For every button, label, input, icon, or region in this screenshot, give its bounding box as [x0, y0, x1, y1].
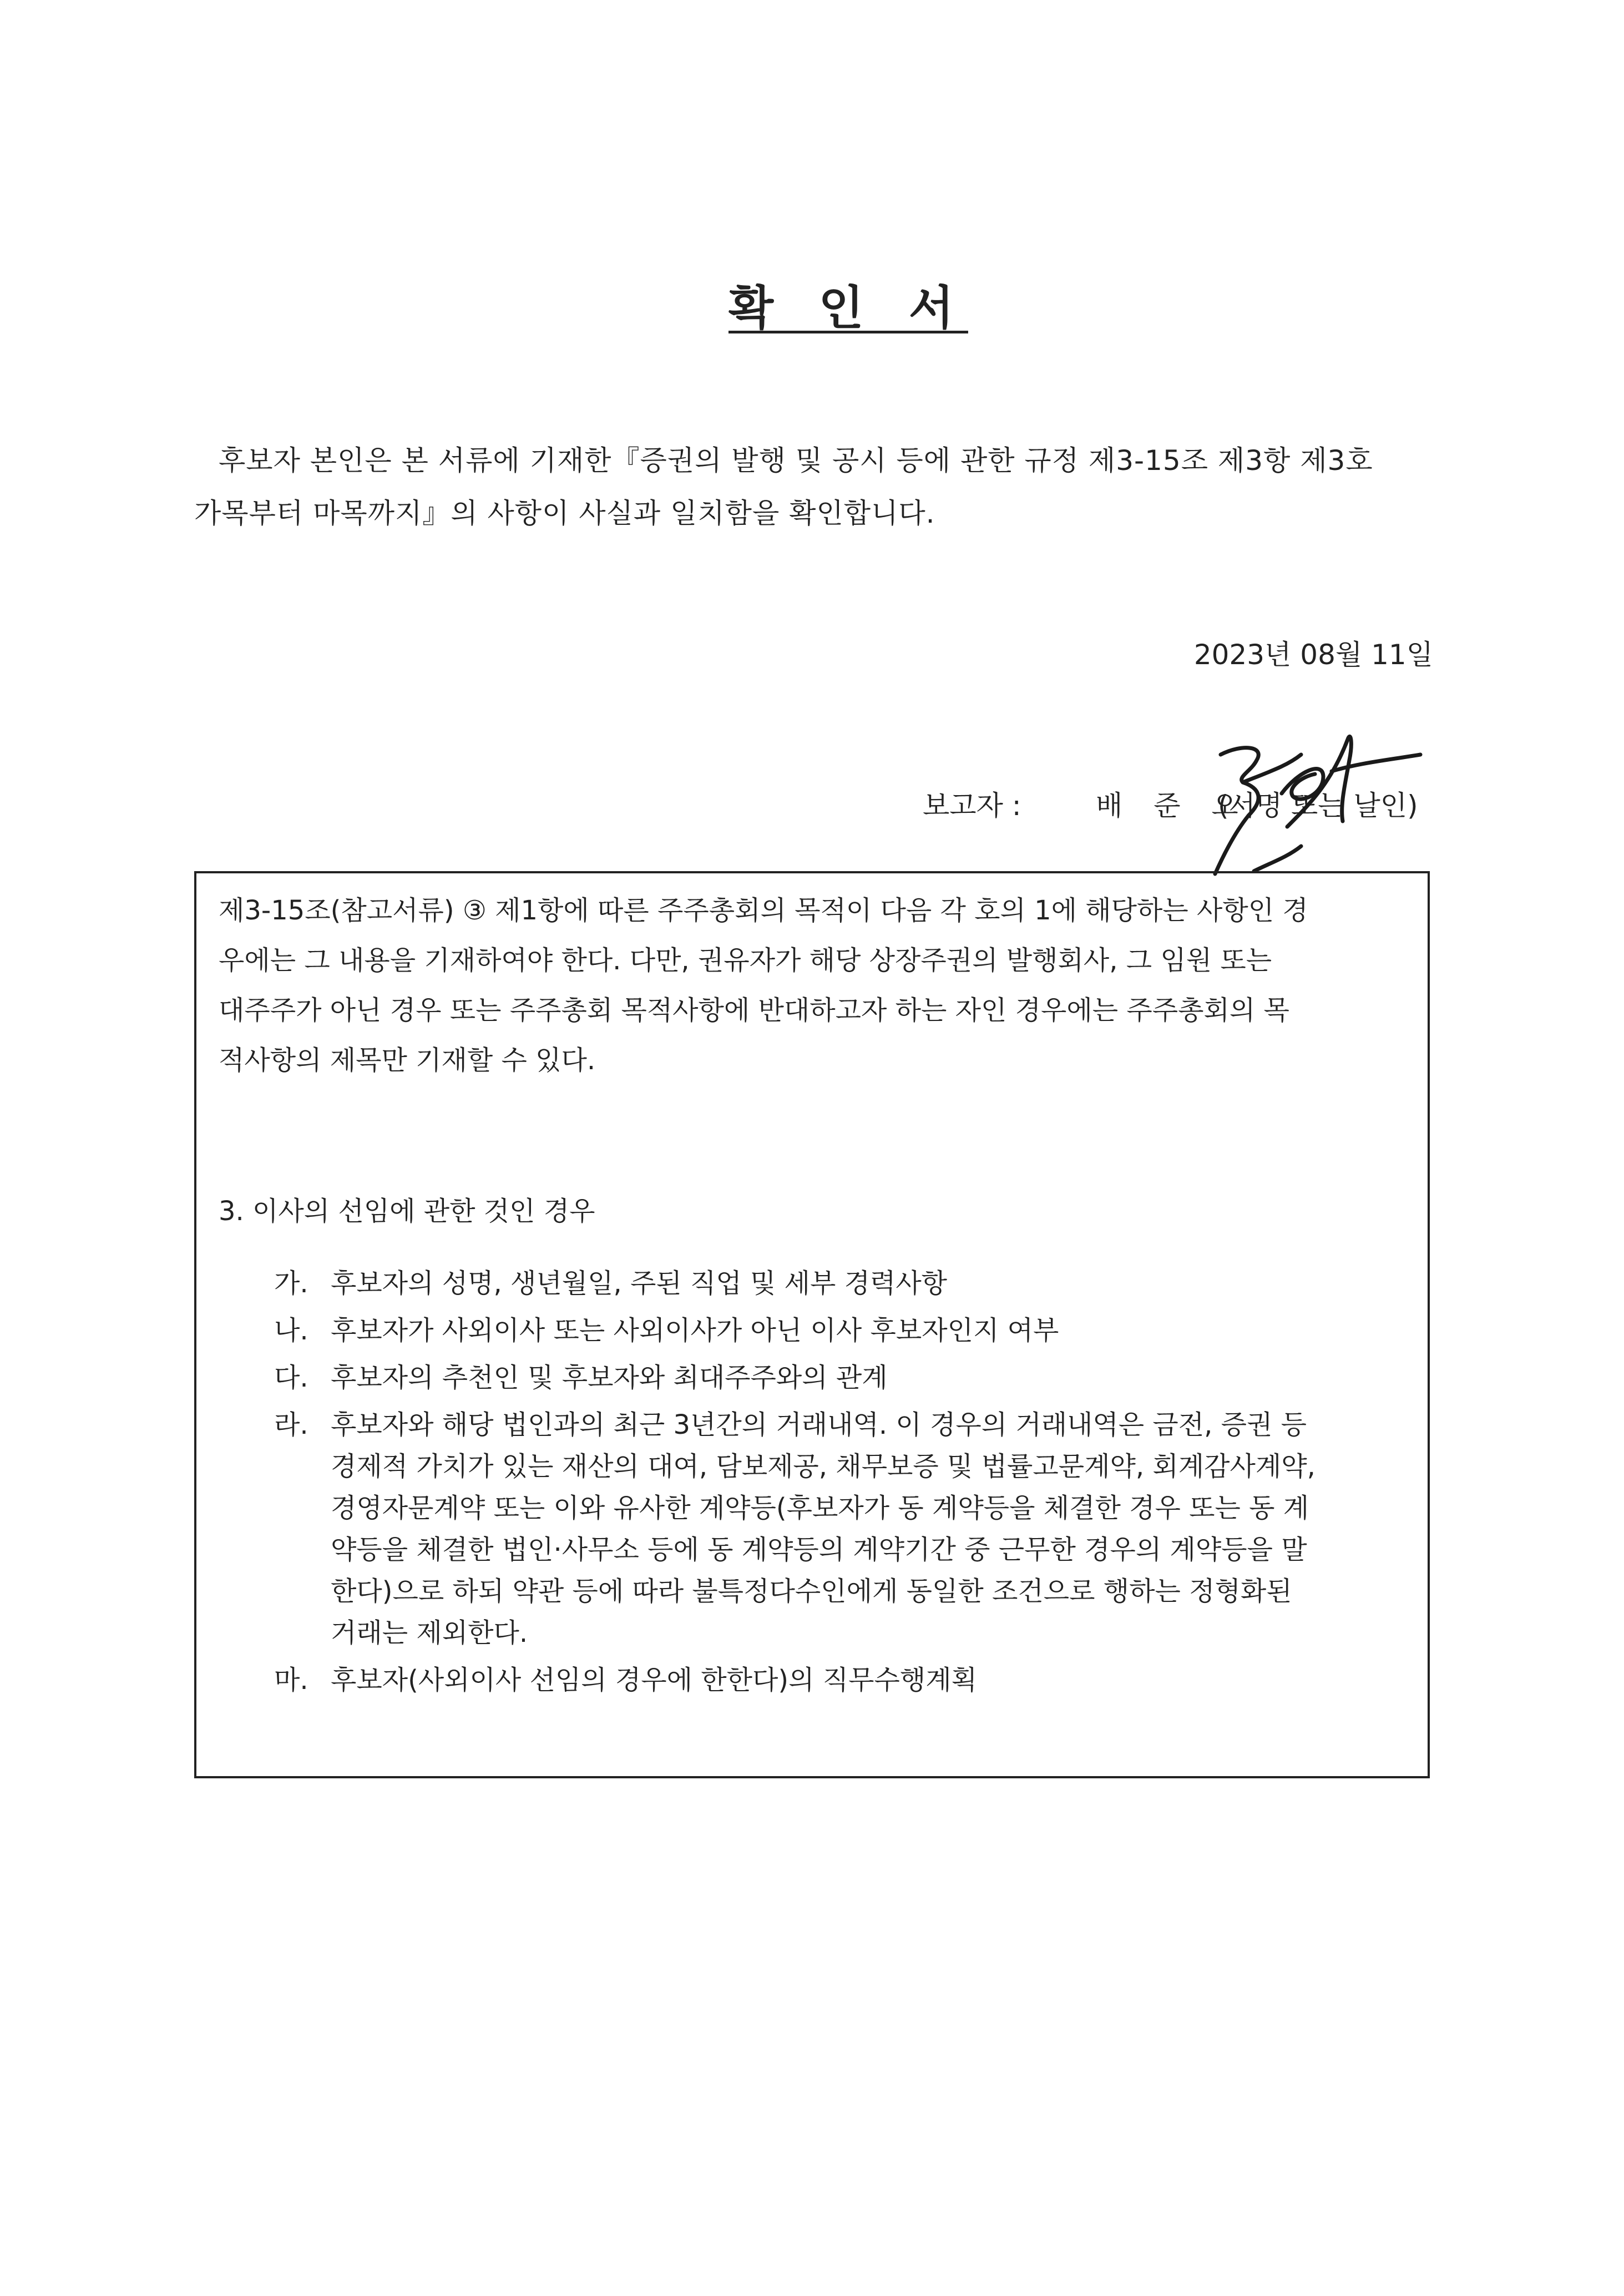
document-title: 확 인 서	[728, 281, 968, 335]
item-text-na: 후보자가 사외이사 또는 사외이사가 아닌 이사 후보자인지 여부	[331, 1315, 1059, 1346]
item-text-ra-6: 거래는 제외한다.	[331, 1617, 528, 1648]
item-text-ra-1: 후보자와 해당 법인과의 최근 3년간의 거래내역. 이 경우의 거래내역은 금전, 증권 등	[331, 1409, 1307, 1440]
item-label-ra: 라.	[274, 1409, 308, 1440]
reporter-label: 보고자 :	[923, 790, 1021, 822]
intro-line-1: 후보자 본인은 본 서류에 기재한『증권의 발행 및 공시 등에 관한 규정 제3-15조 제3항 제3호	[219, 444, 1373, 477]
item-label-ma: 마.	[274, 1665, 308, 1696]
item-text-ra-5: 한다)으로 하되 약관 등에 따라 불특정다수인에게 동일한 조건으로 행하는 정형화된	[331, 1576, 1292, 1607]
intro-line-2: 가목부터 마목까지』의 사항이 사실과 일치함을 확인합니다.	[194, 497, 935, 529]
item-text-ra-4: 약등을 체결한 법인·사무소 등에 동 계약등의 계약기간 중 근무한 경우의 계약등을 말	[331, 1534, 1307, 1565]
reference-box	[194, 871, 1430, 1778]
reporter-name: 배 준 오	[1096, 790, 1249, 822]
handwritten-signature	[1204, 721, 1426, 882]
item-label-ga: 가.	[274, 1268, 308, 1299]
item-text-ga: 후보자의 성명, 생년월일, 주된 직업 및 세부 경력사항	[331, 1268, 948, 1299]
item-text-ra-3: 경영자문계약 또는 이와 유사한 계약등(후보자가 동 계약등을 체결한 경우 또는 동 계	[331, 1493, 1309, 1524]
document-date: 2023년 08월 11일	[1193, 639, 1433, 671]
section-heading: 3. 이사의 선임에 관한 것인 경우	[219, 1196, 595, 1227]
reference-line-1: 제3-15조(참고서류) ③ 제1항에 따른 주주총회의 목적이 다음 각 호의 1에 해당하는 사항인 경	[219, 895, 1308, 926]
item-label-da: 다.	[274, 1362, 308, 1393]
item-text-ma: 후보자(사외이사 선임의 경우에 한한다)의 직무수행계획	[331, 1665, 977, 1696]
reference-line-3: 대주주가 아닌 경우 또는 주주총회 목적사항에 반대하고자 하는 자인 경우에는 주주총회의 목	[219, 995, 1289, 1026]
signature-note: (서명 또는 날인)	[1218, 790, 1418, 822]
item-text-ra-2: 경제적 가치가 있는 재산의 대여, 담보제공, 채무보증 및 법률고문계약, 회계감사계약,	[331, 1451, 1316, 1482]
item-label-na: 나.	[274, 1315, 308, 1346]
item-text-da: 후보자의 추천인 및 후보자와 최대주주와의 관계	[331, 1362, 888, 1393]
reference-line-4: 적사항의 제목만 기재할 수 있다.	[219, 1045, 596, 1076]
reference-line-2: 우에는 그 내용을 기재하여야 한다. 다만, 권유자가 해당 상장주권의 발행회사, 그 임원 또는	[219, 945, 1272, 976]
